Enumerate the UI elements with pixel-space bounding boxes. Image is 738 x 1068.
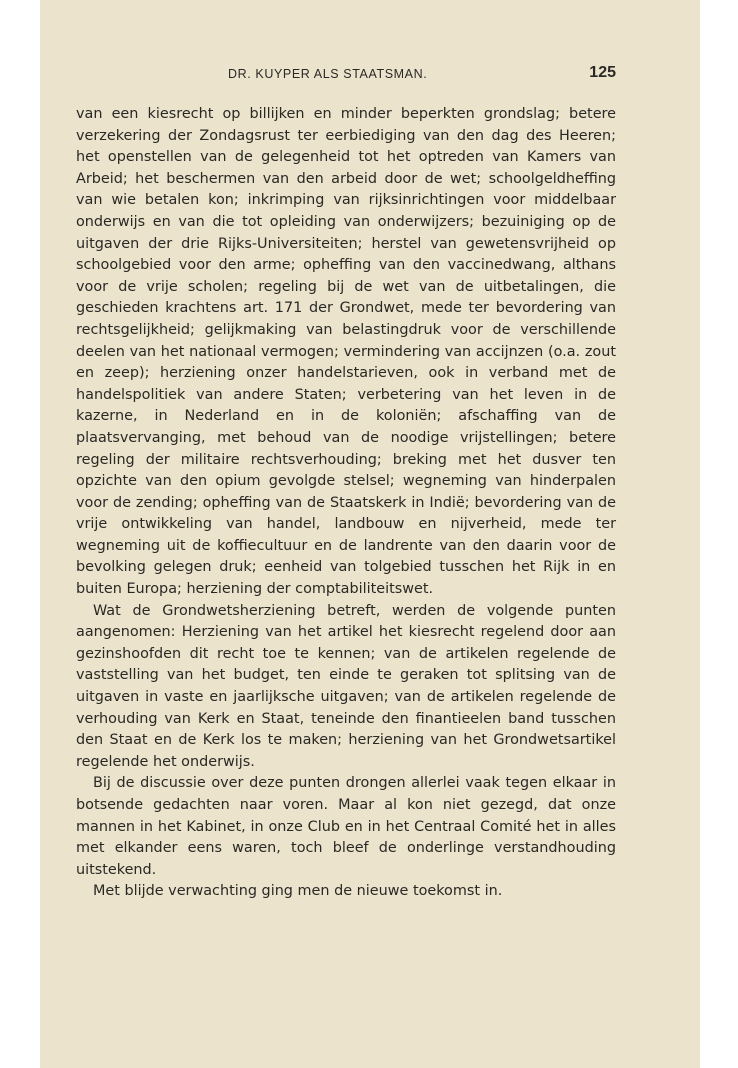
book-page bbox=[40, 0, 700, 1068]
page-header bbox=[40, 64, 700, 86]
running-title: DR. KUYPER ALS STAATSMAN. bbox=[228, 67, 428, 81]
paragraph-discussion: Bij de discussie over deze punten drongen allerlei vaak tegen elkaar in botsende gedachten naar voren. Maar al kon niet gezegd, dat onze mannen in het Kabinet, in onze Club en in het Centraal Comité het in alles met elkander eens waren, toch bleef de onderlinge verstandhouding uitstekend. bbox=[76, 775, 616, 878]
paragraph-constitution-revision: Wat de Grondwetsherziening betreft, werden de volgende punten aangenomen: Herziening van het artikel het kiesrecht regelend door aan gezinshoofden dit recht toe te kennen; van de artikelen regelende de vaststelling van het budget, ten einde te geraken tot splitsing van de uitgaven in vaste en jaarlijksche uitgaven; van de artikelen regelende de verhouding van Kerk en Staat, teneinde den finantieelen band tusschen den Staat en de Kerk los te maken; herziening van het Grondwetsartikel regelende het onderwijs. bbox=[76, 602, 616, 770]
paragraph-continued: van een kiesrecht op billijken en minder beperkten grondslag; betere verzekering der Zondagsrust ter eerbiediging van den dag des Heeren; het openstellen van de gelegenheid tot het optreden van Kamers van Arbeid; het beschermen van den arbeid door de wet; schoolgeldheffing van wie betalen kon; inkrimping van rijksinrichtingen voor middelbaar onderwijs en van die tot opleiding van onderwijzers; bezuiniging op de uitgaven der drie Rijks-Universiteiten; herstel van gewetensvrijheid op schoolgebied voor den arme; opheffing van den vaccinedwang, althans voor de vrije scholen; regeling bij de wet van de uitbetalingen, die geschieden krachtens art. 171 der Grondwet, mede ter bevordering van rechtsgelijkheid; gelijkmaking van belastingdruk voor de verschillende deelen van het nationaal vermogen; vermindering van accijnzen (o.a. zout en zeep); herziening onzer handelstarieven, ook in verband met de handelspolitiek van andere Staten; verbetering van het leven in de kazerne, in Nederland en in de koloniën; afschaffing van de plaatsvervanging, met behoud van de noodige vrijstellingen; betere regeling der militaire rechtsverhouding; breking met het dusver ten opzichte van den opium gevolgde stelsel; wegneming van hinderpalen voor de zending; opheffing van de Staatskerk in Indië; bevordering van de vrije ontwikkeling van handel, landbouw en nijverheid, mede ter wegneming uit de koffiecultuur en de landrente van den daarin voor de bevolking gelegen druk; eenheid van tolgebied tusschen het Rijk in en buiten Europa; herziening der comptabiliteitswet. bbox=[76, 106, 616, 598]
body-text bbox=[76, 104, 616, 903]
paragraph-closing: Met blijde verwachting ging men de nieuwe toekomst in. bbox=[93, 883, 503, 900]
page-number: 125 bbox=[589, 64, 616, 81]
